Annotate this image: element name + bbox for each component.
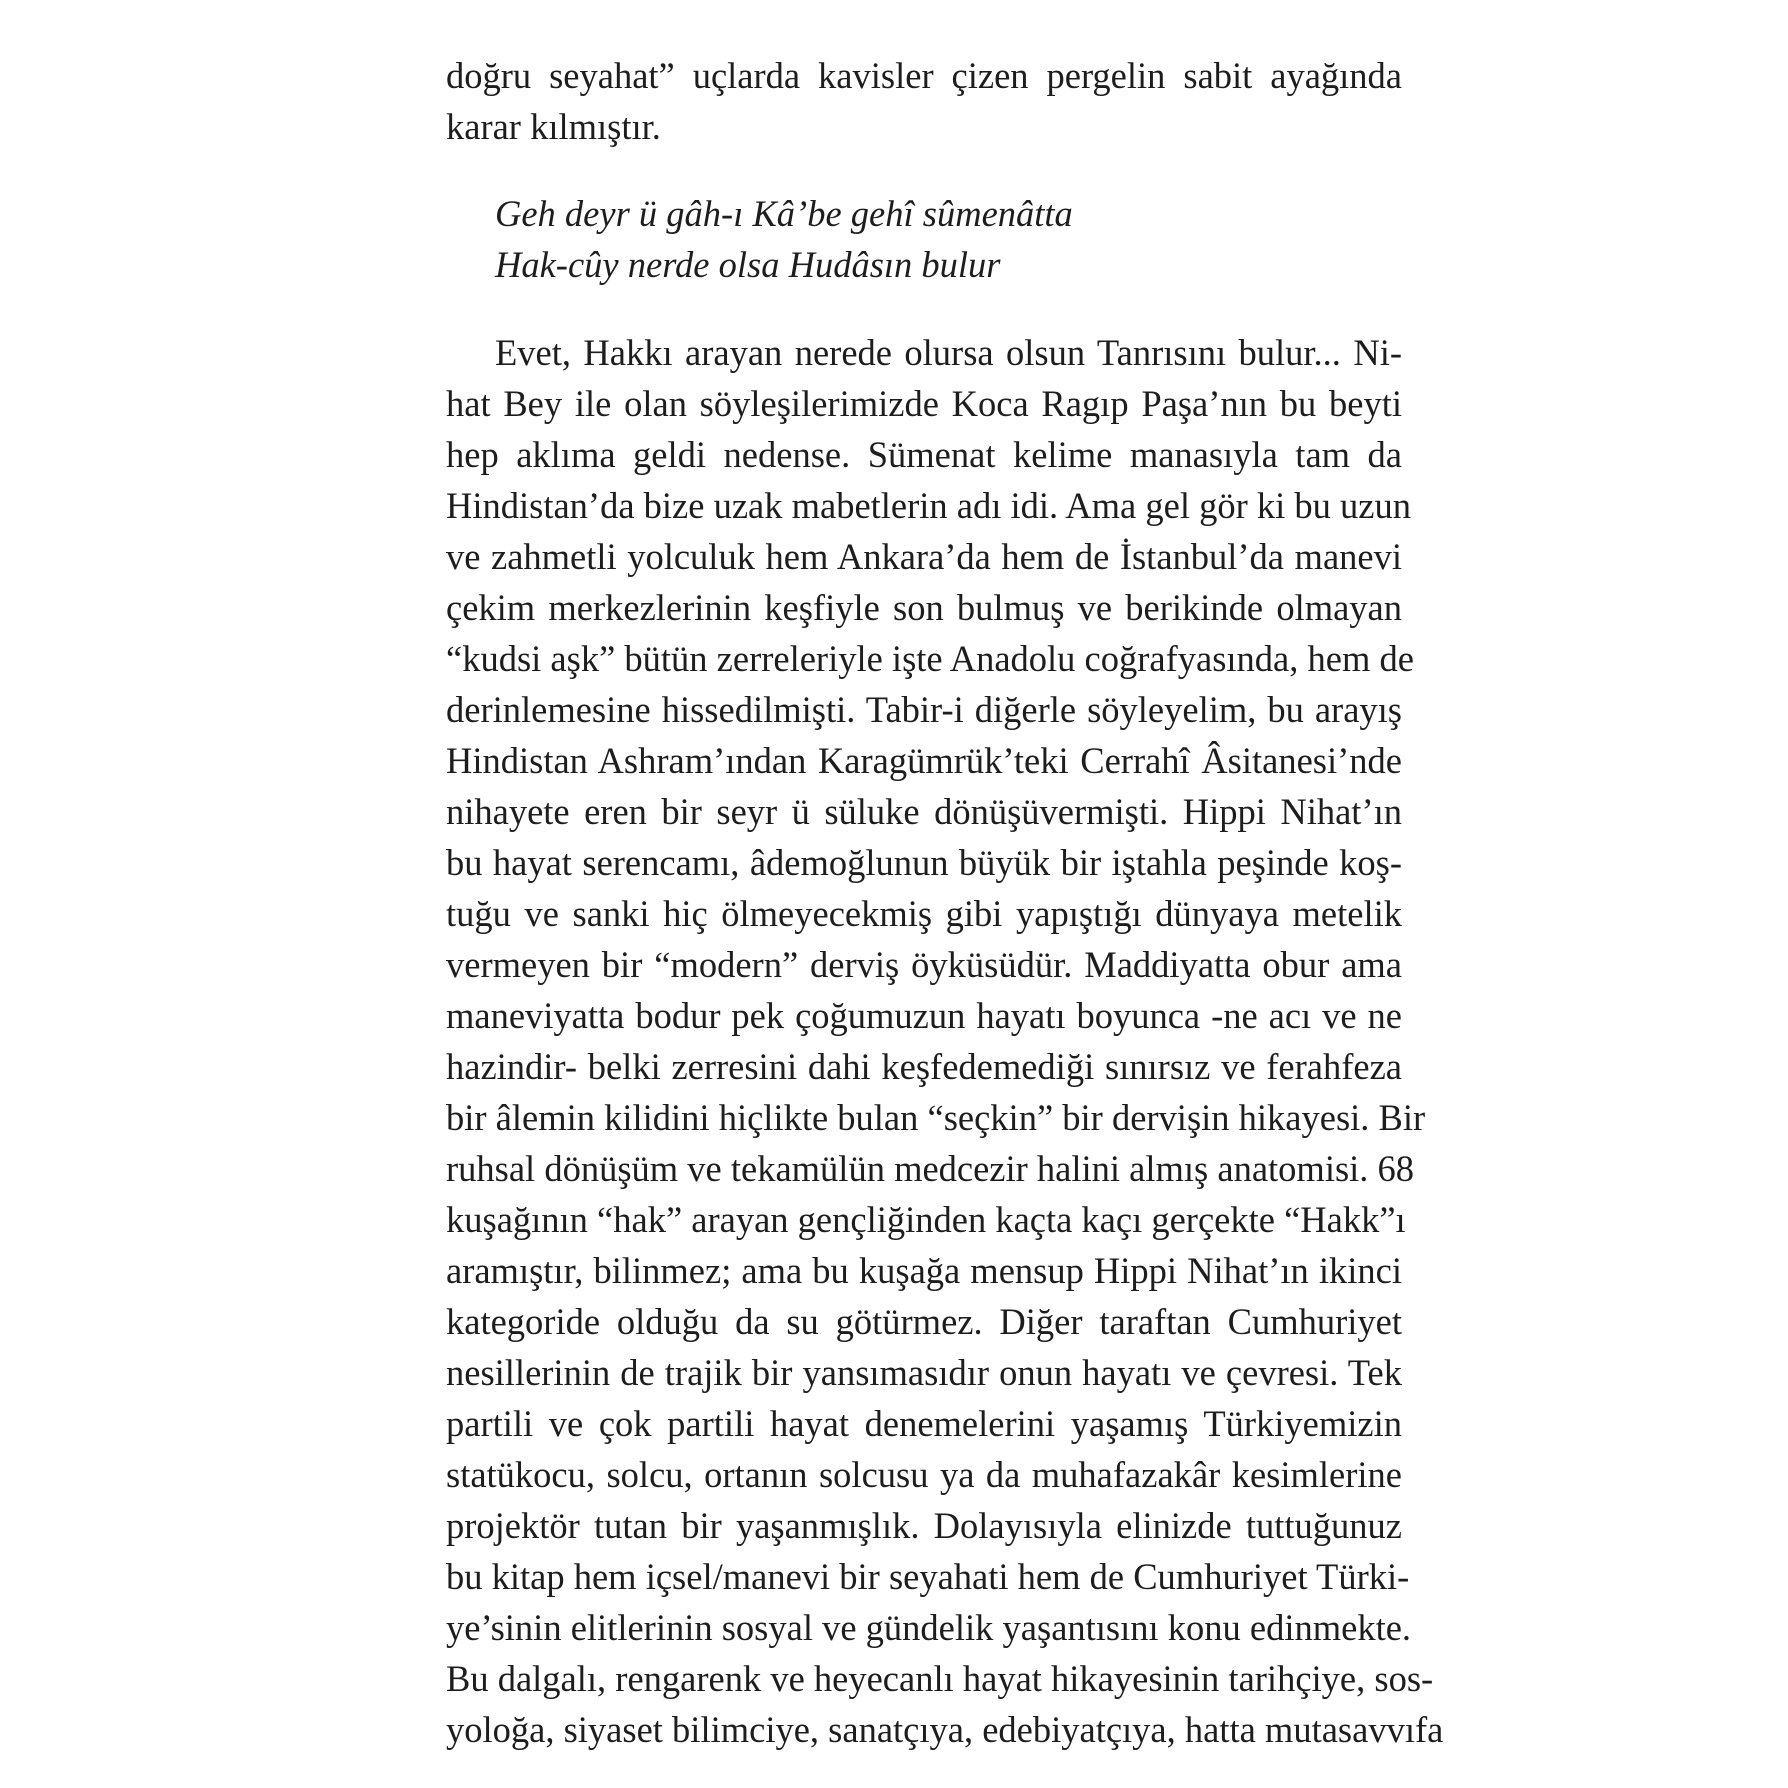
opening-line-1: doğru seyahat” uçlarda kavisler çizen pergelin sabit ayağında [446,55,1402,96]
paragraph-line: hep aklıma geldi nedense. Sümenat kelime manasıyla tam da [446,434,1402,475]
paragraph-line: maneviyatta bodur pek çoğumuzun hayatı boyunca -ne acı ve ne [446,995,1402,1036]
paragraph-line: projektör tutan bir yaşanmışlık. Dolayısıyla elinizde tuttuğunuz [446,1505,1402,1546]
paragraph-line: yoloğa, siyaset bilimciye, sanatçıya, edebiyatçıya, hatta mutasavvıfa [446,1709,1444,1750]
paragraph-line: Evet, Hakkı arayan nerede olursa olsun Tanrısını bulur... Ni- [495,332,1402,373]
paragraph-line: ve zahmetli yolculuk hem Ankara’da hem de İstanbul’da manevi [446,536,1402,577]
paragraph-line: bu hayat serencamı, âdemoğlunun büyük bir iştahla peşinde koş- [446,842,1402,883]
page-text [446,50,1444,1755]
paragraph-line: Bu dalgalı, rengarenk ve heyecanlı hayat hikayesinin tarihçiye, sos- [446,1658,1434,1699]
paragraph-line: tuğu ve sanki hiç ölmeyecekmiş gibi yapıştığı dünyaya metelik [446,893,1402,934]
paragraph-line: bir âlemin kilidini hiçlikte bulan “seçkin” bir dervişin hikayesi. Bir [446,1097,1426,1138]
paragraph-line: ye’sinin elitlerinin sosyal ve gündelik yaşantısını konu edinmekte. [446,1607,1412,1648]
paragraph-line: aramıştır, bilinmez; ama bu kuşağa mensup Hippi Nihat’ın ikinci [446,1250,1402,1291]
verse-line-1: Geh deyr ü gâh-ı Kâ’be gehî sûmenâtta [495,193,1073,234]
paragraph-line: hazindir- belki zerresini dahi keşfedemediği sınırsız ve ferahfeza [446,1046,1402,1087]
spacer [446,152,1402,188]
paragraph-line: bu kitap hem içsel/manevi bir seyahati hem de Cumhuriyet Türki- [446,1556,1410,1597]
paragraph-line: ruhsal dönüşüm ve tekamülün medcezir halini almış anatomisi. 68 [446,1148,1415,1189]
paragraph-line: nihayete eren bir seyr ü süluke dönüşüvermişti. Hippi Nihat’ın [446,791,1402,832]
paragraph-line: Hindistan’da bize uzak mabetlerin adı idi. Ama gel gör ki bu uzun [446,485,1411,526]
paragraph-line: derinlemesine hissedilmişti. Tabir-i diğerle söyleyelim, bu arayış [446,689,1402,730]
paragraph-line: kuşağının “hak” arayan gençliğinden kaçta kaçı gerçekte “Hakk”ı [446,1199,1406,1240]
spacer [446,290,1402,327]
opening-line-2: karar kılmıştır. [446,106,661,147]
paragraph-line: çekim merkezlerinin keşfiyle son bulmuş ve berikinde olmayan [446,587,1402,628]
paragraph-line: partili ve çok partili hayat denemelerini yaşamış Türkiyemizin [446,1403,1402,1444]
paragraph-line: statükocu, solcu, ortanın solcusu ya da muhafazakâr kesimlerine [446,1454,1402,1495]
paragraph-line: hat Bey ile olan söyleşilerimizde Koca Ragıp Paşa’nın bu beyti [446,383,1402,424]
paragraph-line: “kudsi aşk” bütün zerreleriyle işte Anadolu coğrafyasında, hem de [446,638,1414,679]
paragraph-line: kategoride olduğu da su götürmez. Diğer taraftan Cumhuriyet [446,1301,1402,1342]
paragraph-line: Hindistan Ashram’ından Karagümrük’teki Cerrahî Âsitanesi’nde [446,740,1402,781]
verse-line-2: Hak-cûy nerde olsa Hudâsın bulur [495,244,1001,285]
paragraph-line: nesillerinin de trajik bir yansımasıdır onun hayatı ve çevresi. Tek [446,1352,1402,1393]
paragraph-line: vermeyen bir “modern” derviş öyküsüdür. Maddiyatta obur ama [446,944,1402,985]
